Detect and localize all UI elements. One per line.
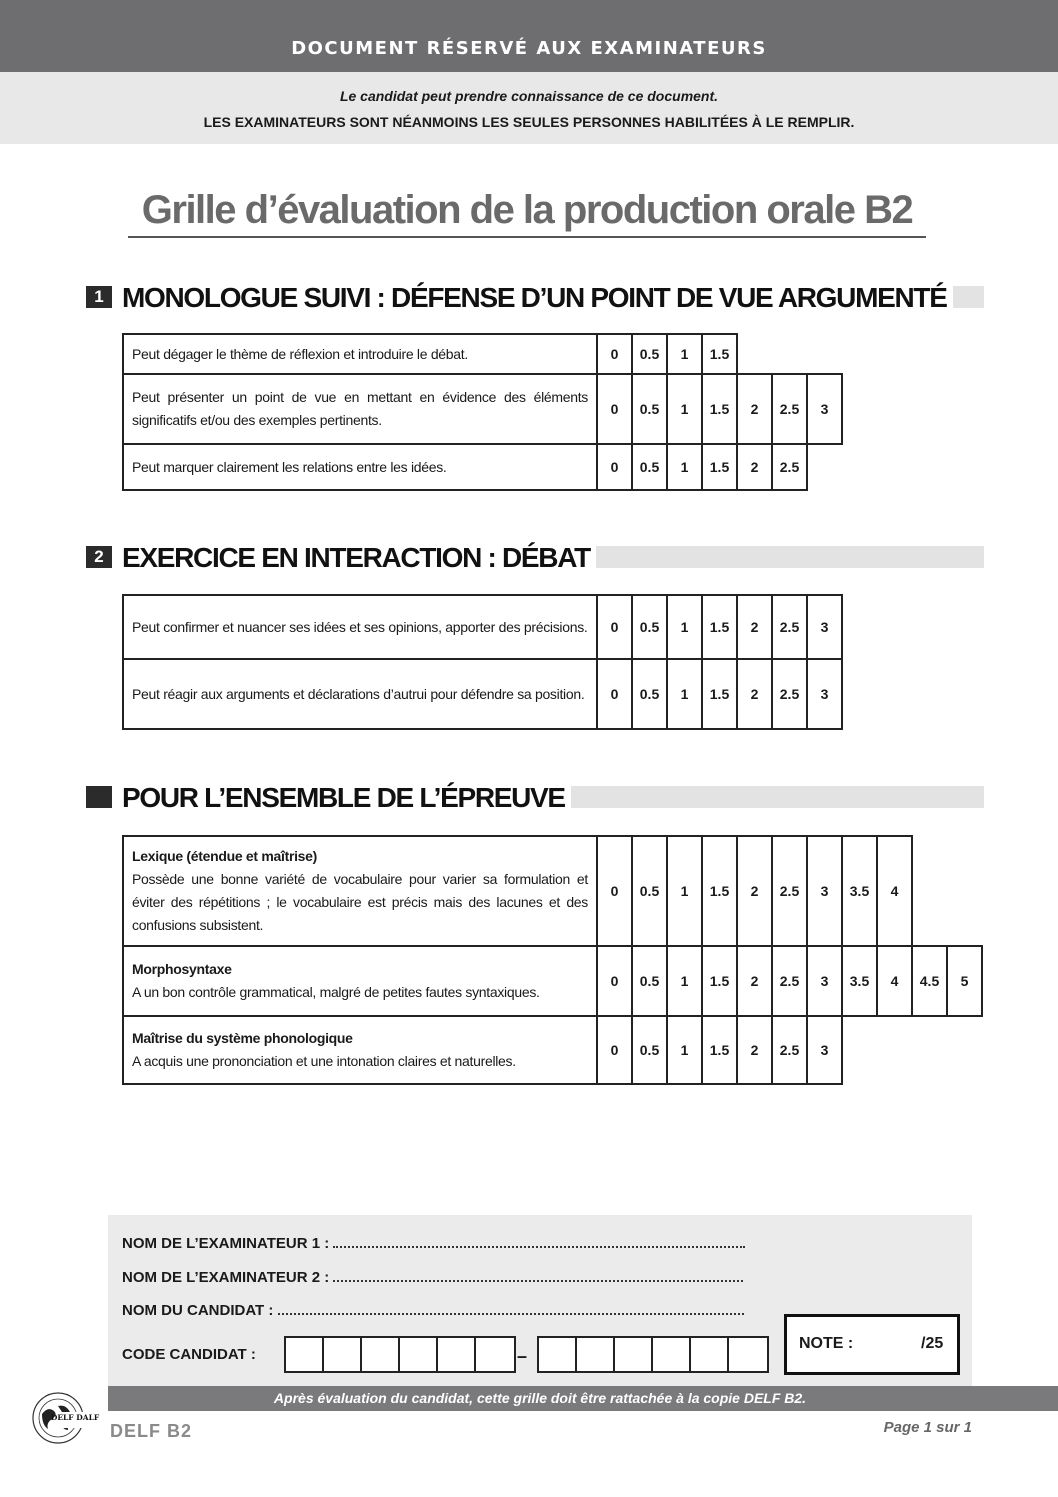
score-cell[interactable]: 2 [737,659,772,729]
score-cell[interactable]: 0 [597,1016,632,1084]
examiner-2-field[interactable] [122,1269,743,1286]
code-digit-box[interactable] [729,1338,767,1371]
score-cell[interactable]: 0 [597,836,632,946]
score-cell[interactable]: 1 [667,946,702,1016]
notice-line-2: LES EXAMINATEURS SONT NÉANMOINS LES SEULES PERSONNES HABILITÉES À LE REMPLIR. [203,114,855,130]
note-box[interactable] [784,1314,960,1375]
code-digit-box[interactable] [362,1338,400,1371]
section-2-number: 2 [86,546,112,568]
empty-cell [807,334,842,374]
empty-cell [737,334,772,374]
top-banner [0,0,1058,72]
score-cell[interactable]: 4.5 [912,946,947,1016]
score-cell[interactable]: 2 [737,836,772,946]
score-cell[interactable]: 3 [807,595,842,659]
score-cell[interactable]: 2 [737,1016,772,1084]
criterion-text: Peut présenter un point de vue en mettant en évidence des éléments significatifs et/ou des exemples pertinents. [123,374,597,444]
section-2-bar [594,546,984,568]
note-label: NOTE : [799,1335,854,1352]
criterion-heading: Maîtrise du système phonologique [132,1030,353,1046]
section-3-table [122,835,983,1085]
criterion-row [123,836,982,946]
code-digit-box[interactable] [324,1338,362,1371]
section-3-bar [570,786,984,808]
score-cell[interactable]: 2 [737,444,772,490]
score-cell[interactable]: 0.5 [632,595,667,659]
score-cell[interactable]: 0 [597,374,632,444]
notice-banner [0,72,1058,144]
score-cell[interactable]: 2.5 [772,946,807,1016]
score-cell[interactable]: 0.5 [632,374,667,444]
score-cell[interactable]: 4 [877,836,912,946]
score-cell[interactable]: 1 [667,659,702,729]
score-cell[interactable]: 5 [947,946,982,1016]
criterion-text [123,1016,597,1084]
criterion-body: A acquis une prononciation et une intonation claires et naturelles. [132,1053,516,1069]
score-cell[interactable]: 2.5 [772,836,807,946]
score-cell[interactable]: 2.5 [772,1016,807,1084]
empty-cell [772,334,807,374]
criterion-row [123,444,842,490]
empty-cell [877,1016,912,1084]
code-digit-box[interactable] [476,1338,514,1371]
criterion-text: Peut réagir aux arguments et déclarations d’autrui pour défendre sa position. [123,659,597,729]
score-cell[interactable]: 2 [737,946,772,1016]
score-cell[interactable]: 2.5 [772,444,807,490]
criterion-row [123,374,842,444]
candidate-name-label: NOM DU CANDIDAT : [122,1302,274,1319]
section-2-table [122,594,843,730]
notice-line-1: Le candidat peut prendre connaissance de ce document. [339,88,719,104]
banner-title: DOCUMENT RÉSERVÉ AUX EXAMINATEURS [291,38,767,59]
candidate-name-field[interactable] [122,1302,744,1319]
score-cell[interactable]: 2 [737,374,772,444]
exam-label: DELF B2 [110,1421,193,1441]
criterion-body: Possède une bonne variété de vocabulaire pour varier sa formulation et éviter des répétitions ; le vocabulaire est précis mais des lacunes et des confusions subsistent. [132,871,588,933]
note-max: /25 [921,1335,944,1352]
empty-cell [947,1016,982,1084]
criterion-heading: Morphosyntaxe [132,961,232,977]
score-cell[interactable]: 1.5 [702,1016,737,1084]
section-1-number: 1 [86,286,112,308]
criterion-row [123,659,842,729]
code-digit-box[interactable] [653,1338,691,1371]
code-digit-box[interactable] [539,1338,577,1371]
code-digit-box[interactable] [286,1338,324,1371]
empty-cell [912,836,947,946]
score-cell[interactable]: 0.5 [632,836,667,946]
code-separator: – [517,1346,528,1366]
code-digit-box[interactable] [615,1338,653,1371]
section-1-title: MONOLOGUE SUIVI : DÉFENSE D’UN POINT DE VUE ARGUMENTÉ [122,282,953,314]
score-cell[interactable]: 1.5 [702,374,737,444]
criterion-text: Peut marquer clairement les relations entre les idées. [123,444,597,490]
score-cell[interactable]: 3 [807,659,842,729]
criterion-text: Peut dégager le thème de réflexion et introduire le débat. [123,334,597,374]
code-digit-box[interactable] [691,1338,729,1371]
examiner-1-field[interactable] [122,1235,745,1252]
score-cell[interactable]: 0 [597,659,632,729]
examiner-1-label: NOM DE L’EXAMINATEUR 1 : [122,1235,330,1252]
criterion-heading: Lexique (étendue et maîtrise) [132,848,318,864]
code-digit-box[interactable] [438,1338,476,1371]
score-cell[interactable]: 1.5 [702,595,737,659]
page-number: Page 1 sur 1 [883,1419,972,1436]
score-cell[interactable]: 4 [877,946,912,1016]
criterion-text [123,836,597,946]
score-cell[interactable]: 1.5 [702,836,737,946]
score-cell[interactable]: 1 [667,1016,702,1084]
empty-cell [912,1016,947,1084]
score-cell[interactable]: 0.5 [632,334,667,374]
score-cell[interactable]: 0 [597,444,632,490]
empty-cell [947,836,982,946]
score-cell[interactable]: 2.5 [772,374,807,444]
criterion-row [123,1016,982,1084]
score-cell[interactable]: 0.5 [632,946,667,1016]
score-cell[interactable]: 3 [807,946,842,1016]
page-title: Grille d’évaluation de la production orale B2 [128,186,926,238]
section-1-table [122,333,843,491]
criterion-row [123,595,842,659]
section-2-title: EXERCICE EN INTERACTION : DÉBAT [122,542,596,574]
examiner-1-dotted-line[interactable] [333,1236,745,1248]
delf-dalf-logo [28,1390,100,1446]
candidate-code-boxes-right[interactable] [537,1336,769,1373]
score-cell[interactable]: 1 [667,444,702,490]
score-cell[interactable]: 0 [597,946,632,1016]
score-cell[interactable]: 0 [597,334,632,374]
section-3-marker [86,786,112,808]
score-cell[interactable]: 0 [597,595,632,659]
candidate-name-dotted-line[interactable] [278,1303,744,1315]
score-cell[interactable]: 1 [667,334,702,374]
criterion-row [123,334,842,374]
logo-text: DELF DALF [50,1413,100,1422]
candidate-code-label: CODE CANDIDAT : [122,1346,256,1363]
examiner-2-dotted-line[interactable] [333,1270,743,1282]
score-cell[interactable]: 1.5 [702,659,737,729]
criterion-row [123,946,982,1016]
criterion-body: A un bon contrôle grammatical, malgré de petites fautes syntaxiques. [132,984,540,1000]
score-cell[interactable]: 3 [807,374,842,444]
score-cell[interactable]: 1.5 [702,946,737,1016]
score-cell[interactable]: 2.5 [772,595,807,659]
score-cell[interactable]: 3.5 [842,946,877,1016]
score-cell[interactable]: 1.5 [702,334,737,374]
score-cell[interactable]: 2 [737,595,772,659]
candidate-code-boxes-left[interactable] [284,1336,516,1373]
empty-cell [842,1016,877,1084]
score-cell[interactable]: 0.5 [632,1016,667,1084]
footer-instruction: Après évaluation du candidat, cette grille doit être rattachée à la copie DELF B2. [273,1390,807,1406]
score-cell[interactable]: 1.5 [702,444,737,490]
code-digit-box[interactable] [400,1338,438,1371]
score-cell[interactable]: 0.5 [632,444,667,490]
score-cell[interactable]: 3 [807,836,842,946]
code-digit-box[interactable] [577,1338,615,1371]
section-3-title: POUR L’ENSEMBLE DE L’ÉPREUVE [122,782,571,814]
examiner-2-label: NOM DE L’EXAMINATEUR 2 : [122,1269,330,1286]
score-cell[interactable]: 1 [667,595,702,659]
criterion-text [123,946,597,1016]
score-cell[interactable]: 1 [667,374,702,444]
criterion-text: Peut confirmer et nuancer ses idées et ses opinions, apporter des précisions. [123,595,597,659]
score-cell[interactable]: 0.5 [632,659,667,729]
score-cell[interactable]: 3.5 [842,836,877,946]
score-cell[interactable]: 3 [807,1016,842,1084]
score-cell[interactable]: 1 [667,836,702,946]
score-cell[interactable]: 2.5 [772,659,807,729]
empty-cell [807,444,842,490]
